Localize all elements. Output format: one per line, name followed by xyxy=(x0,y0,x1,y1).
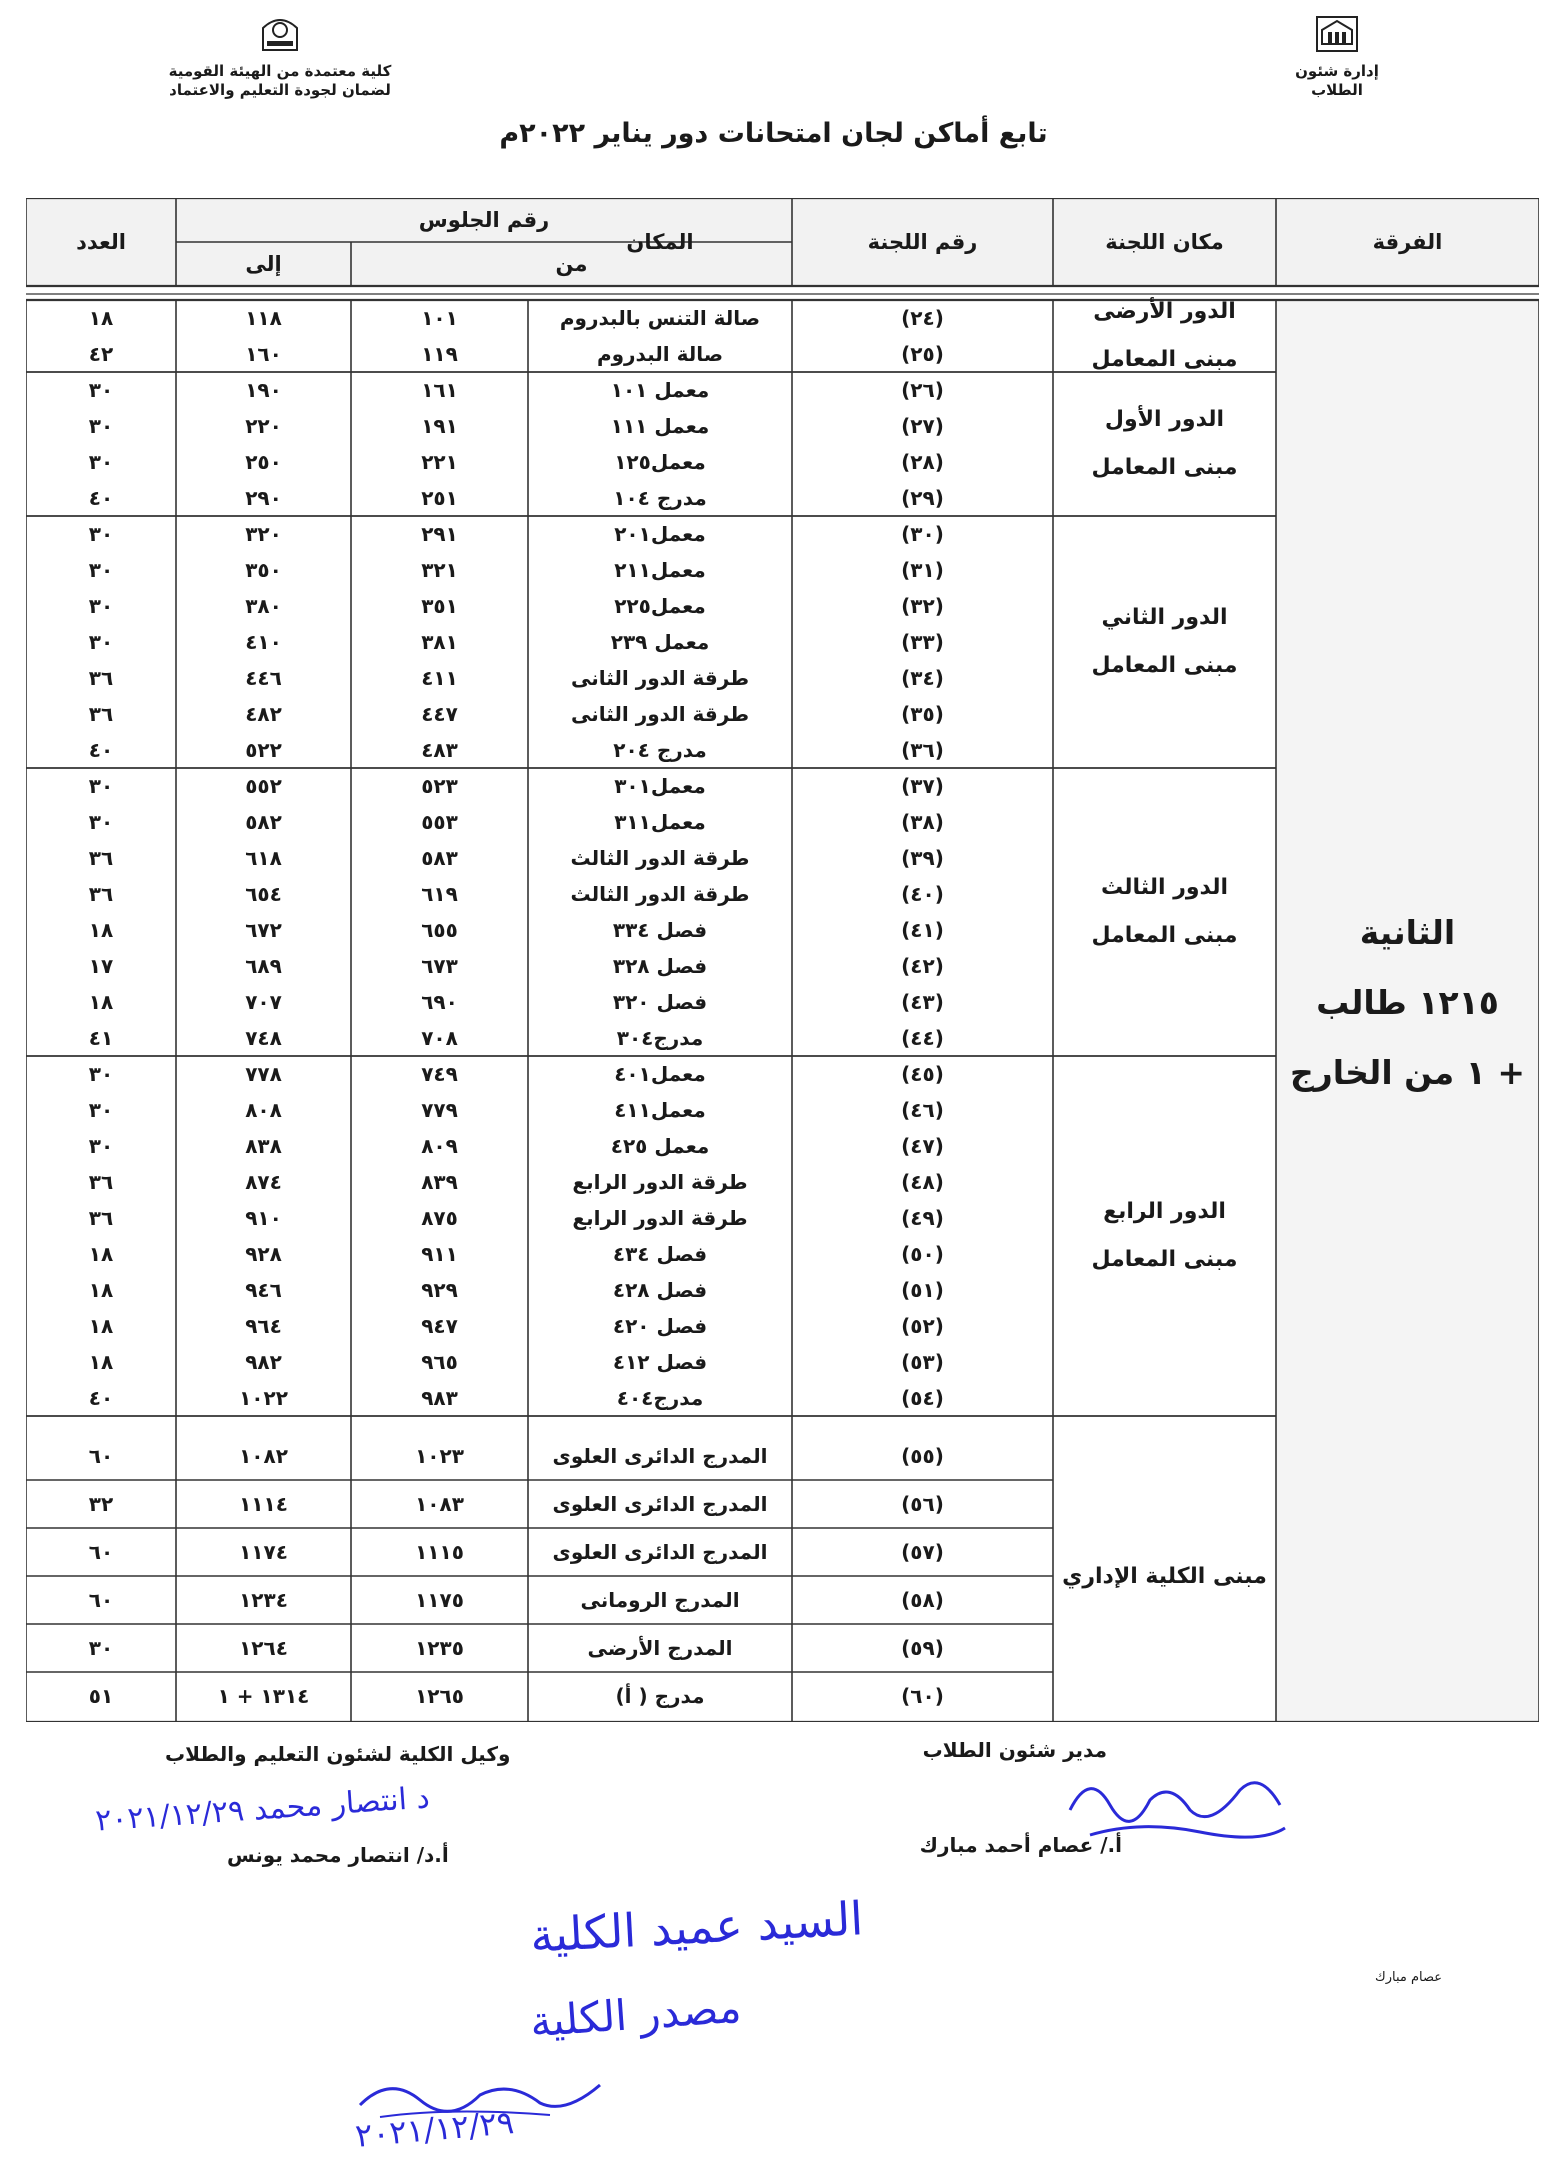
row-count: ٣٦ xyxy=(88,1206,114,1230)
committee-location-line: مبنى المعامل xyxy=(1091,455,1238,480)
handwritten-note-dean: السيد عميد الكلية xyxy=(528,1891,865,1963)
row-seat-to: ٤٤٦ xyxy=(245,666,282,690)
row-seat-to: ٧٠٧ xyxy=(245,990,282,1014)
row-count: ١٨ xyxy=(88,306,114,330)
row-seat-from: ٢٩١ xyxy=(421,522,458,546)
row-committee-number: (٥٦) xyxy=(901,1492,944,1516)
row-seat-from: ١٠٢٣ xyxy=(415,1444,464,1468)
row-place: فصل ٣٢٠ xyxy=(612,990,708,1014)
row-place: المدرج الرومانى xyxy=(580,1588,740,1612)
header-committee-location: مكان اللجنة xyxy=(1105,230,1224,254)
row-place: مدرج٤٠٤ xyxy=(616,1386,704,1410)
row-seat-from: ٧٧٩ xyxy=(421,1098,458,1122)
row-place: معمل ١٠١ xyxy=(610,378,710,402)
row-count: ٣٦ xyxy=(88,702,114,726)
college-logo-icon xyxy=(257,14,303,54)
row-committee-number: (٣٥) xyxy=(901,702,944,726)
row-seat-to: ٨٣٨ xyxy=(245,1134,282,1158)
row-count: ١٨ xyxy=(88,1278,114,1302)
row-committee-number: (٤٥) xyxy=(901,1062,944,1086)
row-committee-number: (٤٦) xyxy=(901,1098,944,1122)
row-seat-from: ٩٢٩ xyxy=(421,1278,458,1302)
header-seat-numbers: رقم الجلوس xyxy=(418,208,550,232)
row-place: المدرج الدائرى العلوى xyxy=(552,1540,768,1564)
header-place: المكان xyxy=(626,230,694,254)
header-grade: الفرقة xyxy=(1372,230,1443,254)
row-count: ٣٠ xyxy=(88,1062,114,1086)
row-committee-number: (٢٥) xyxy=(901,342,944,366)
row-committee-number: (٣٨) xyxy=(901,810,944,834)
row-place: معمل٤٠١ xyxy=(614,1062,706,1086)
committee-location-line: مبنى المعامل xyxy=(1091,347,1238,372)
row-seat-from: ٢٥١ xyxy=(421,486,458,510)
grade-cell xyxy=(1276,898,1539,1108)
row-count: ٤٠ xyxy=(88,1386,114,1410)
accreditation-line-1: كلية معتمدة من الهيئة القومية xyxy=(168,62,392,80)
row-count: ٤١ xyxy=(88,1026,114,1050)
row-place: معمل٣١١ xyxy=(614,810,706,834)
row-seat-from: ٤٨٣ xyxy=(421,738,458,762)
row-committee-number: (٤٢) xyxy=(901,954,944,978)
row-count: ٣٠ xyxy=(88,1098,114,1122)
row-seat-to: ٦٥٤ xyxy=(245,882,282,906)
row-seat-from: ١٢٦٥ xyxy=(415,1684,464,1708)
committee-location-6 xyxy=(1053,1553,1276,1601)
row-seat-from: ٧٤٩ xyxy=(421,1062,458,1086)
header-to: إلى xyxy=(245,252,282,276)
handwritten-note-source: مصدر الكلية xyxy=(528,1982,743,2047)
row-count: ٣٠ xyxy=(88,630,114,654)
row-committee-number: (٣٣) xyxy=(901,630,944,654)
row-committee-number: (٦٠) xyxy=(901,1684,944,1708)
row-seat-to: ٨٠٨ xyxy=(245,1098,282,1122)
row-seat-to: ٢٥٠ xyxy=(245,450,282,474)
row-count: ٣٠ xyxy=(88,414,114,438)
page-title: تابع أماكن لجان امتحانات دور يناير ٢٠٢٢م xyxy=(499,118,1048,149)
row-place: طرقة الدور الثانى xyxy=(570,666,750,690)
dean-signature-icon xyxy=(350,2055,610,2135)
row-count: ٣٠ xyxy=(88,1134,114,1158)
row-committee-number: (٣٠) xyxy=(901,522,944,546)
row-place: معمل٢٢٥ xyxy=(614,594,706,618)
row-place: مدرج ( أ) xyxy=(615,1684,705,1708)
row-committee-number: (٣٩) xyxy=(901,846,944,870)
row-seat-to: ٥٢٢ xyxy=(245,738,282,762)
committee-location-1 xyxy=(1053,288,1276,384)
row-committee-number: (٤٨) xyxy=(901,1170,944,1194)
row-seat-from: ١٠٨٣ xyxy=(415,1492,464,1516)
row-count: ١٨ xyxy=(88,1242,114,1266)
row-count: ٥١ xyxy=(88,1684,114,1708)
row-committee-number: (٢٩) xyxy=(901,486,944,510)
row-count: ٣٠ xyxy=(88,558,114,582)
row-seat-to: ١٦٠ xyxy=(245,342,282,366)
grade-external-count: + ١ من الخارج xyxy=(1289,1053,1526,1092)
row-place: معمل٢٠١ xyxy=(614,522,706,546)
row-place: مدرج ٢٠٤ xyxy=(613,738,707,762)
row-count: ١٨ xyxy=(88,918,114,942)
row-committee-number: (٤٩) xyxy=(901,1206,944,1230)
row-seat-to: ٨٧٤ xyxy=(245,1170,282,1194)
row-committee-number: (٢٤) xyxy=(901,306,944,330)
row-committee-number: (٢٨) xyxy=(901,450,944,474)
handwritten-note-vice-dean: د انتصار محمد ٢٠٢١/١٢/٢٩ xyxy=(94,1780,431,1839)
row-count: ٤٢ xyxy=(88,342,114,366)
row-place: طرقة الدور الرابع xyxy=(572,1206,748,1230)
row-seat-to: ٣٨٠ xyxy=(245,594,282,618)
row-place: المدرج الدائرى العلوى xyxy=(552,1444,768,1468)
row-place: فصل ٤٣٤ xyxy=(612,1242,708,1266)
committee-location-line: الدور الثاني xyxy=(1101,605,1228,630)
committee-location-line: مبنى المعامل xyxy=(1091,923,1238,948)
row-count: ٦٠ xyxy=(88,1540,114,1564)
row-place: فصل ٤١٢ xyxy=(612,1350,708,1374)
row-place: المدرج الدائرى العلوى xyxy=(552,1492,768,1516)
row-seat-from: ٦٥٥ xyxy=(421,918,458,942)
left-header xyxy=(140,14,420,100)
row-committee-number: (٥٩) xyxy=(901,1636,944,1660)
row-committee-number: (٥٤) xyxy=(901,1386,944,1410)
row-count: ١٨ xyxy=(88,990,114,1014)
row-place: طرقة الدور الثالث xyxy=(570,846,750,870)
row-seat-from: ٥٨٣ xyxy=(421,846,458,870)
row-committee-number: (٤٧) xyxy=(901,1134,944,1158)
row-count: ١٨ xyxy=(88,1314,114,1338)
row-committee-number: (٣٧) xyxy=(901,774,944,798)
row-place: صالة التنس بالبدروم xyxy=(559,306,761,330)
row-seat-from: ٨٣٩ xyxy=(421,1170,458,1194)
row-committee-number: (٢٧) xyxy=(901,414,944,438)
row-seat-from: ٩٦٥ xyxy=(421,1350,458,1374)
row-place: معمل ٢٣٩ xyxy=(610,630,710,654)
row-committee-number: (٤٣) xyxy=(901,990,944,1014)
row-place: طرقة الدور الثالث xyxy=(570,882,750,906)
row-seat-to: ٤٨٢ xyxy=(245,702,282,726)
row-place: مدرج٣٠٤ xyxy=(616,1026,704,1050)
row-seat-from: ٨٧٥ xyxy=(421,1206,458,1230)
row-seat-from: ٣٨١ xyxy=(421,630,458,654)
director-signature-icon xyxy=(1050,1750,1300,1860)
committee-location-line: الدور الرابع xyxy=(1103,1199,1226,1224)
committee-location-line: مبنى المعامل xyxy=(1091,1247,1238,1272)
header-committee-number: رقم اللجنة xyxy=(867,230,978,254)
row-seat-to: ١١٨ xyxy=(245,306,282,330)
row-seat-to: ٦٨٩ xyxy=(245,954,282,978)
committee-location-line: الدور الأول xyxy=(1104,407,1225,432)
row-count: ٤٠ xyxy=(88,486,114,510)
row-seat-to: ١٣١٤ + ١ xyxy=(217,1684,310,1708)
row-seat-to: ١٠٨٢ xyxy=(239,1444,288,1468)
row-seat-to: ٩٢٨ xyxy=(245,1242,282,1266)
row-place: فصل ٣٢٨ xyxy=(612,954,708,978)
row-seat-from: ٥٢٣ xyxy=(421,774,458,798)
row-committee-number: (٣٤) xyxy=(901,666,944,690)
row-committee-number: (٣٢) xyxy=(901,594,944,618)
handwritten-date: ٢٠٢١/١٢/٢٩ xyxy=(353,2103,516,2155)
row-place: فصل ٤٢٨ xyxy=(612,1278,708,1302)
row-seat-to: ٧٧٨ xyxy=(245,1062,282,1086)
row-count: ٦٠ xyxy=(88,1588,114,1612)
committee-location-line: الدور الأرضى xyxy=(1093,299,1236,324)
row-seat-from: ١٢٣٥ xyxy=(415,1636,464,1660)
row-count: ٣٠ xyxy=(88,594,114,618)
row-seat-from: ٦٧٣ xyxy=(421,954,458,978)
row-seat-to: ١٢٣٤ xyxy=(239,1588,288,1612)
grade-name: الثانية xyxy=(1359,913,1456,952)
row-seat-from: ٩١١ xyxy=(421,1242,458,1266)
row-seat-to: ٢٢٠ xyxy=(245,414,282,438)
row-seat-from: ١٠١ xyxy=(421,306,458,330)
stamp-label: عصام مبارك xyxy=(1374,1970,1442,1985)
committee-location-2 xyxy=(1053,396,1276,492)
row-place: معمل٢١١ xyxy=(614,558,706,582)
row-seat-from: ١٩١ xyxy=(421,414,458,438)
row-committee-number: (٣١) xyxy=(901,558,944,582)
row-place: فصل ٤٢٠ xyxy=(612,1314,708,1338)
row-seat-from: ٤٤٧ xyxy=(421,702,458,726)
row-committee-number: (٥٠) xyxy=(901,1242,944,1266)
row-seat-from: ١٦١ xyxy=(421,378,458,402)
row-committee-number: (٢٦) xyxy=(901,378,944,402)
row-committee-number: (٣٦) xyxy=(901,738,944,762)
row-count: ٣٦ xyxy=(88,846,114,870)
row-seat-to: ٦٧٢ xyxy=(245,918,282,942)
row-seat-to: ١١٧٤ xyxy=(239,1540,288,1564)
row-seat-to: ٦١٨ xyxy=(245,846,282,870)
row-count: ٦٠ xyxy=(88,1444,114,1468)
row-place: فصل ٣٣٤ xyxy=(612,918,708,942)
director-name: أ./ عصام أحمد مبارك xyxy=(919,1833,1122,1857)
row-place: معمل٣٠١ xyxy=(614,774,706,798)
row-count: ٣٢ xyxy=(88,1492,114,1516)
row-seat-from: ٨٠٩ xyxy=(421,1134,458,1158)
row-place: صالة البدروم xyxy=(596,342,724,366)
row-seat-to: ٤١٠ xyxy=(245,630,282,654)
row-committee-number: (٥٢) xyxy=(901,1314,944,1338)
row-place: طرقة الدور الرابع xyxy=(572,1170,748,1194)
student-affairs-label: إدارة شئون الطلاب xyxy=(1295,62,1379,99)
accreditation-line-2: لضمان لجودة التعليم والاعتماد xyxy=(169,81,391,99)
row-seat-to: ٩٨٢ xyxy=(245,1350,282,1374)
row-seat-from: ١١٩ xyxy=(421,342,458,366)
row-seat-to: ٩٦٤ xyxy=(245,1314,282,1338)
row-count: ٣٠ xyxy=(88,378,114,402)
row-seat-to: ٥٥٢ xyxy=(245,774,282,798)
vice-dean-name: أ.د/ انتصار محمد يونس xyxy=(227,1843,449,1867)
row-seat-from: ٩٤٧ xyxy=(421,1314,458,1338)
header-from: من xyxy=(555,252,588,276)
director-title: مدير شئون الطلاب xyxy=(922,1738,1107,1762)
row-committee-number: (٤٠) xyxy=(901,882,944,906)
row-committee-number: (٤٤) xyxy=(901,1026,944,1050)
row-committee-number: (٥٣) xyxy=(901,1350,944,1374)
row-seat-to: ٢٩٠ xyxy=(245,486,282,510)
committee-location-line: الدور الثالث xyxy=(1100,875,1229,900)
row-count: ٣٠ xyxy=(88,522,114,546)
row-seat-from: ١١١٥ xyxy=(415,1540,464,1564)
committee-location-line: مبنى المعامل xyxy=(1091,653,1238,678)
row-seat-from: ٤١١ xyxy=(421,666,458,690)
row-seat-to: ١١١٤ xyxy=(239,1492,288,1516)
row-seat-from: ٢٢١ xyxy=(421,450,458,474)
row-seat-to: ١٠٢٢ xyxy=(239,1386,288,1410)
committee-location-5 xyxy=(1053,1188,1276,1284)
row-seat-from: ٩٨٣ xyxy=(421,1386,458,1410)
row-count: ١٧ xyxy=(88,954,114,978)
row-place: معمل ١١١ xyxy=(610,414,710,438)
row-seat-from: ٦٩٠ xyxy=(421,990,458,1014)
row-seat-to: ٧٤٨ xyxy=(245,1026,282,1050)
row-count: ٣٠ xyxy=(88,774,114,798)
row-seat-from: ٥٥٣ xyxy=(421,810,458,834)
committee-location-line: مبنى الكلية الإداري xyxy=(1062,1564,1267,1589)
row-seat-from: ١١٧٥ xyxy=(415,1588,464,1612)
row-seat-to: ٩٤٦ xyxy=(245,1278,282,1302)
row-seat-to: ٣٥٠ xyxy=(245,558,282,582)
row-seat-from: ٧٠٨ xyxy=(421,1026,458,1050)
right-header xyxy=(1267,14,1407,100)
row-seat-to: ٥٨٢ xyxy=(245,810,282,834)
row-seat-from: ٣٥١ xyxy=(421,594,458,618)
row-committee-number: (٥٨) xyxy=(901,1588,944,1612)
row-count: ٣٠ xyxy=(88,450,114,474)
row-seat-to: ١٩٠ xyxy=(245,378,282,402)
university-logo-icon xyxy=(1314,14,1360,54)
row-count: ٤٠ xyxy=(88,738,114,762)
committee-location-4 xyxy=(1053,864,1276,960)
row-committee-number: (٥٧) xyxy=(901,1540,944,1564)
row-seat-from: ٣٢١ xyxy=(421,558,458,582)
committee-location-3 xyxy=(1053,594,1276,690)
row-place: مدرج ١٠٤ xyxy=(613,486,707,510)
row-place: معمل٤١١ xyxy=(614,1098,706,1122)
row-committee-number: (٥١) xyxy=(901,1278,944,1302)
row-place: طرقة الدور الثانى xyxy=(570,702,750,726)
row-committee-number: (٥٥) xyxy=(901,1444,944,1468)
vice-dean-title: وكيل الكلية لشئون التعليم والطلاب xyxy=(165,1742,511,1766)
row-seat-to: ١٢٦٤ xyxy=(239,1636,288,1660)
row-place: معمل١٢٥ xyxy=(614,450,706,474)
committees-table xyxy=(26,198,1539,1722)
row-place: معمل ٤٢٥ xyxy=(610,1134,710,1158)
row-count: ٣٠ xyxy=(88,810,114,834)
row-committee-number: (٤١) xyxy=(901,918,944,942)
row-count: ١٨ xyxy=(88,1350,114,1374)
row-count: ٣٠ xyxy=(88,1636,114,1660)
row-count: ٣٦ xyxy=(88,882,114,906)
row-seat-to: ٩١٠ xyxy=(245,1206,282,1230)
grade-student-count: ١٢١٥ طالب xyxy=(1316,983,1499,1022)
row-seat-to: ٣٢٠ xyxy=(245,522,282,546)
row-count: ٣٦ xyxy=(88,1170,114,1194)
row-place: المدرج الأرضى xyxy=(587,1636,733,1660)
row-count: ٣٦ xyxy=(88,666,114,690)
header-count: العدد xyxy=(76,230,126,254)
row-seat-from: ٦١٩ xyxy=(421,882,458,906)
